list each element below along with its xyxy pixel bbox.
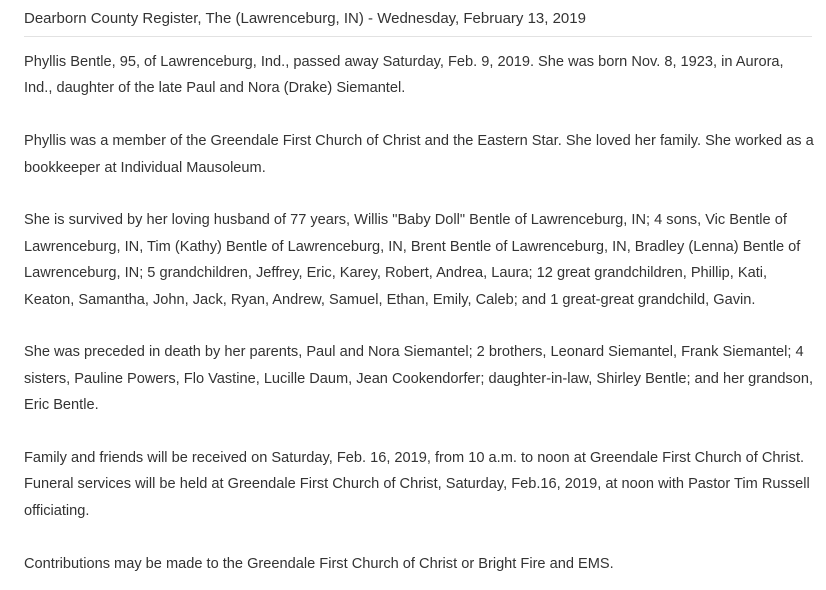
paragraph-preceded: She was preceded in death by her parents, Paul and Nora Siemantel; 2 brothers, Leonard Siemantel, Frank Siemantel; 4 sisters, Pauline Powers, Flo Vastine, Lucille Daum, Jean Cookendorfer; daughter-in-law, Shirley Bentle; and her grandson, Eric Bentle.: [24, 344, 814, 414]
paragraph-contributions: Contributions may be made to the Greendale First Church of Christ or Bright Fire and EMS.: [24, 555, 614, 572]
source-header: Dearborn County Register, The (Lawrenceburg, IN) - Wednesday, February 13, 2019: [24, 10, 586, 27]
paragraph-services: Family and friends will be received on Saturday, Feb. 16, 2019, from 10 a.m. to noon at Greendale First Church of Christ. Funeral services will be held at Greendale First Church of Christ, Saturday, Feb.16, 2019, at noon with Pastor Tim Russell officiating.: [24, 450, 810, 519]
obituary-body: [24, 49, 816, 577]
header-divider: [24, 36, 812, 37]
paragraph-intro: Phyllis Bentle, 95, of Lawrenceburg, Ind., passed away Saturday, Feb. 9, 2019. She was born Nov. 8, 1923, in Aurora, Ind., daughter of the late Paul and Nora (Drake) Siemantel.: [24, 54, 784, 97]
paragraph-membership: Phyllis was a member of the Greendale First Church of Christ and the Eastern Star. She loved her family. She worked as a bookkeeper at Individual Mausoleum.: [24, 133, 814, 176]
paragraph-survivors: She is survived by her loving husband of 77 years, Willis "Baby Doll" Bentle of Lawrenceburg, IN; 4 sons, Vic Bentle of Lawrenceburg, IN, Tim (Kathy) Bentle of Lawrenceburg, IN, Brent Bentle of Lawrenceburg, IN, Bradley (Lenna) Bentle of Lawrenceburg, IN; 5 grandchildren, Jeffrey, Eric, Karey, Robert, Andrea, Laura; 12 great grandchildren, Phillip, Kati, Keaton, Samantha, John, Jack, Ryan, Andrew, Samuel, Ethan, Emily, Caleb; and 1 great-great grandchild, Gavin.: [24, 212, 801, 308]
